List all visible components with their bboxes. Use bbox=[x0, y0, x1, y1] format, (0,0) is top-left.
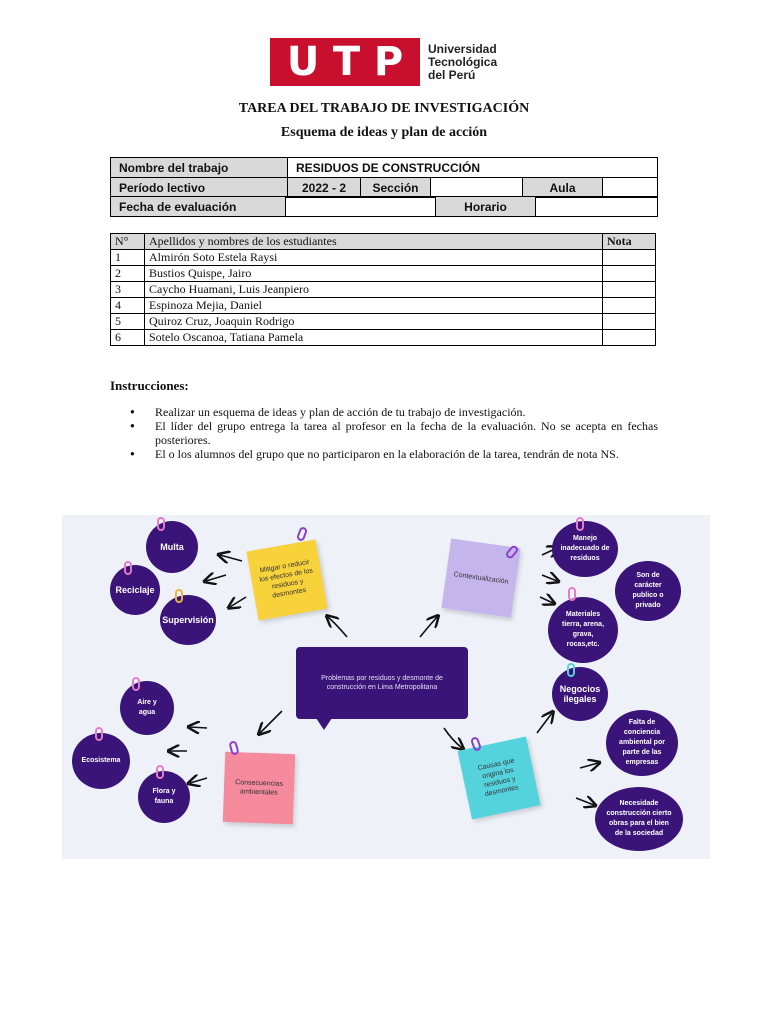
student-nota bbox=[603, 330, 656, 346]
students-table bbox=[110, 233, 656, 346]
table-row bbox=[111, 266, 656, 282]
note-causas: Causas que origina los residuos y desmontes bbox=[457, 736, 540, 819]
aula-value bbox=[603, 178, 658, 198]
circle-multa: Multa bbox=[146, 521, 198, 573]
arrow-to-materiales-2 bbox=[540, 597, 553, 603]
circle-reciclaje: Reciclaje bbox=[110, 565, 160, 615]
circle-caracter: Son de carácter publico o privado bbox=[615, 561, 681, 621]
circle-flora: Flora y fauna bbox=[138, 771, 190, 823]
paperclip-icon bbox=[132, 677, 140, 691]
note-contextualizacion: Contextualización bbox=[441, 538, 520, 617]
students-header-row bbox=[111, 234, 656, 250]
circle-necesidade: Necesidade construcción cierto obras para el bien de la sociedad bbox=[595, 787, 683, 851]
paperclip-icon bbox=[156, 765, 164, 779]
paperclip-icon bbox=[175, 589, 183, 603]
table-row bbox=[111, 250, 656, 266]
logo-mark bbox=[270, 38, 420, 86]
periodo-value: 2022 - 2 bbox=[288, 178, 361, 198]
circle-manejo: Manejo inadecuado de residuos bbox=[552, 521, 618, 577]
table-row bbox=[111, 298, 656, 314]
logo-line-1: Universidad bbox=[428, 42, 497, 56]
document-subtitle: Esquema de ideas y plan de acción bbox=[280, 125, 488, 140]
aula-label: Aula bbox=[523, 178, 603, 198]
note-mitigar: Mitigar o reducir los efectos de los residuos y desmontes bbox=[246, 539, 327, 620]
circle-falta: Falta de conciencia ambiental por parte de las empresas bbox=[606, 710, 678, 776]
mind-map bbox=[62, 515, 710, 859]
paperclip-icon bbox=[124, 561, 132, 575]
arrow-to-multa bbox=[220, 555, 242, 561]
table-row bbox=[111, 282, 656, 298]
arrow-to-causas bbox=[444, 728, 462, 748]
horario-value bbox=[536, 197, 658, 217]
utp-logo bbox=[270, 38, 498, 86]
arrow-to-consecuencias bbox=[260, 711, 282, 733]
circle-aire: Aire y agua bbox=[120, 681, 174, 735]
student-name: Sotelo Oscanoa, Tatiana Pamela bbox=[145, 330, 603, 346]
arrow-to-mitigar bbox=[328, 617, 347, 637]
logo-line-2: Tecnológica bbox=[428, 54, 498, 69]
nombre-value: RESIDUOS DE CONSTRUCCIÓN bbox=[288, 158, 658, 178]
instructions-list bbox=[110, 405, 658, 461]
horario-label: Horario bbox=[436, 197, 536, 217]
arrow-to-reciclaje bbox=[206, 575, 226, 581]
nombre-label: Nombre del trabajo bbox=[111, 158, 288, 178]
student-number: 6 bbox=[111, 330, 145, 346]
student-number: 3 bbox=[111, 282, 145, 298]
arrow-to-contextualizacion bbox=[420, 617, 437, 637]
student-name: Bustios Quispe, Jairo bbox=[145, 266, 603, 282]
student-name: Almirón Soto Estela Raysi bbox=[145, 250, 603, 266]
arrow-to-negocios bbox=[537, 713, 552, 733]
student-number: 5 bbox=[111, 314, 145, 330]
arrow-to-falta bbox=[580, 763, 598, 768]
center-box-tail bbox=[316, 718, 332, 730]
document-title: TAREA DEL TRABAJO DE INVESTIGACIÓN bbox=[238, 101, 530, 116]
instructions-title: Instrucciones: bbox=[110, 378, 189, 393]
table-row bbox=[111, 330, 656, 346]
circle-supervision: Supervisión bbox=[160, 595, 216, 645]
fecha-value bbox=[286, 197, 436, 217]
student-name: Caycho Huamani, Luis Jeanpiero bbox=[145, 282, 603, 298]
circle-negocios: Negocios ilegales bbox=[552, 667, 608, 721]
periodo-label: Período lectivo bbox=[111, 178, 288, 198]
paperclip-icon bbox=[567, 663, 575, 677]
student-name: Espinoza Mejia, Daniel bbox=[145, 298, 603, 314]
student-number: 1 bbox=[111, 250, 145, 266]
paperclip-icon bbox=[95, 727, 103, 741]
arrow-to-flora bbox=[190, 778, 207, 783]
logo-letter-p: P bbox=[373, 39, 404, 85]
arrow-to-necesidade bbox=[576, 798, 594, 805]
student-number: 2 bbox=[111, 266, 145, 282]
paperclip-icon bbox=[576, 517, 584, 531]
logo-letter-t: T bbox=[332, 39, 361, 85]
seccion-label: Sección bbox=[361, 178, 431, 198]
fecha-label: Fecha de evaluación bbox=[111, 197, 286, 217]
col-nota: Nota bbox=[603, 234, 656, 250]
circle-ecosistema: Ecosistema bbox=[72, 733, 130, 789]
list-item: ● El líder del grupo entrega la tarea al profesor en la fecha de la evaluación. No se acepta en fechas posteriores. bbox=[110, 419, 658, 447]
student-nota bbox=[603, 266, 656, 282]
note-consecuencias: Consecuencias ambientales bbox=[223, 752, 295, 824]
fecha-table bbox=[110, 196, 658, 217]
student-number: 4 bbox=[111, 298, 145, 314]
paperclip-icon bbox=[157, 517, 165, 531]
col-names: Apellidos y nombres de los estudiantes bbox=[145, 234, 603, 250]
table-row bbox=[111, 314, 656, 330]
student-name: Quiroz Cruz, Joaquin Rodrigo bbox=[145, 314, 603, 330]
list-item: ● Realizar un esquema de ideas y plan de acción de tu trabajo de investigación. bbox=[110, 405, 658, 419]
arrow-to-supervision bbox=[230, 597, 246, 607]
paperclip-icon bbox=[568, 587, 576, 601]
list-item: ● El o los alumnos del grupo que no participaron en la elaboración de la tarea, tendrán de nota NS. bbox=[110, 447, 658, 461]
col-number: N° bbox=[111, 234, 145, 250]
student-nota bbox=[603, 298, 656, 314]
arrow-to-aire bbox=[190, 727, 207, 728]
center-problem-box: Problemas por residuos y desmonte de construcción en Lima Metropolitana bbox=[296, 647, 468, 719]
arrow-to-materiales bbox=[542, 575, 557, 581]
logo-wordmark bbox=[428, 43, 498, 82]
student-nota bbox=[603, 314, 656, 330]
student-nota bbox=[603, 282, 656, 298]
seccion-value bbox=[431, 178, 523, 198]
student-nota bbox=[603, 250, 656, 266]
logo-letter-u: U bbox=[286, 39, 320, 85]
circle-materiales: Materiales tierra, arena, grava, rocas,etc. bbox=[548, 597, 618, 663]
logo-line-3: del Perú bbox=[428, 67, 476, 82]
info-table bbox=[110, 157, 658, 198]
